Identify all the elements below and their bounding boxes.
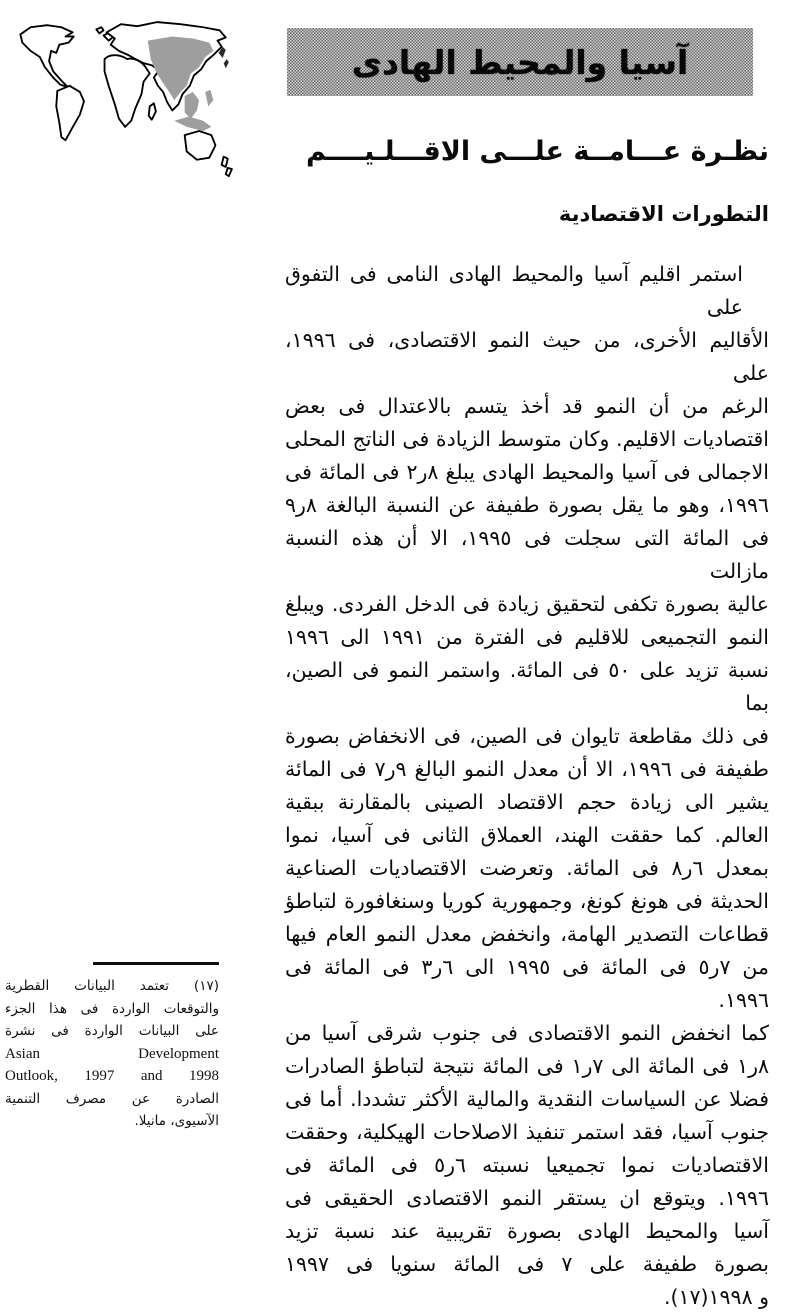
body-line: ١٩٩٦، وهو ما يقل بصورة طفيفة عن النسبة البالغة ٨ر٩ — [285, 493, 769, 517]
world-map-graphic — [8, 10, 236, 178]
body-line: النمو التجميعى للاقليم فى الفترة من ١٩٩١ الى ١٩٩٦ — [285, 625, 769, 649]
body-line: بمعدل ٦ر٨ فى المائة. وتعرضت الاقتصاديات الصناعية — [285, 856, 769, 880]
footnote-line: على البيانات الواردة فى نشرة — [5, 1023, 219, 1039]
footnote-line-citation: Asian Development — [5, 1045, 219, 1062]
japan-islands — [219, 47, 229, 69]
body-line: طفيفة فى ١٩٩٦، الا أن معدل النمو البالغ ٩ر٧ فى المائة — [285, 757, 770, 781]
body-line: بصورة طفيفة على ٧ فى المائة سنويا فى ١٩٩٧ — [285, 1252, 769, 1276]
body-line: فضلا عن السياسات النقدية والمالية الأكثر تشددا. أما فى — [285, 1087, 769, 1111]
body-line: عالية بصورة تكفى لتحقيق زيادة فى الدخل الفردى. ويبلغ — [285, 592, 769, 616]
section-heading-overview: نظـرة عـــامــة علـــى الاقـــلـيــــم — [306, 136, 769, 167]
body-line: العالم. كما حققت الهند، العملاق الثانى فى آسيا، نموا — [285, 823, 769, 847]
body-line: الأقاليم الأخرى، من حيث النمو الاقتصادى، فى ١٩٩٦، على — [285, 328, 769, 385]
footnote-separator-rule — [93, 962, 219, 965]
body-line: نسبة تزيد على ٥٠ فى المائة. واستمر النمو فى الصين، بما — [285, 658, 769, 715]
body-line: استمر اقليم آسيا والمحيط الهادى النامى فى التفوق على — [285, 262, 743, 319]
body-line: و ١٩٩٨(١٧). — [663, 1285, 769, 1309]
body-line: اقتصاديات الاقليم. وكان متوسط الزيادة فى الناتج المحلى — [285, 427, 769, 451]
subsection-heading-economic-developments: التطورات الاقتصادية — [558, 202, 769, 226]
body-line: فى المائة التى سجلت فى ١٩٩٥، الا أن هذه النسبة مازالت — [285, 526, 769, 583]
body-line: الاقتصاديات نموا تجميعيا نسبته ٦ر٥ فى المائة فى — [285, 1153, 769, 1177]
body-line: يشير الى زيادة حجم الاقتصاد الصينى بالمقارنة ببقية — [285, 790, 769, 814]
footnote-line: الآسيوى، مانيلا. — [134, 1113, 219, 1129]
body-line: فى ذلك مقاطعة تايوان فى الصين، فى الانخفاض بصورة — [285, 724, 769, 748]
chapter-title-band — [287, 28, 753, 96]
world-map-asia-pacific-icon — [8, 10, 236, 178]
footnote-line: (١٧) تعتمد البيانات القطرية — [5, 978, 219, 994]
footnote-line-citation: Outlook, 1997 and 1998 — [5, 1068, 219, 1084]
body-line: كما انخفض النمو الاقتصادى فى جنوب شرقى آسيا من — [285, 1021, 769, 1045]
chapter-title: آسيا والمحيط الهادى — [351, 42, 689, 82]
body-line: ١٩٩٦. ويتوقع ان يستقر النمو الاقتصادى الحقيقى فى — [285, 1186, 769, 1210]
body-line: الرغم من أن النمو قد أخذ يتسم بالاعتدال فى بعض — [285, 394, 769, 418]
article-body — [285, 258, 769, 1314]
body-line: من ٧ر٥ فى المائة فى ١٩٩٥ الى ٦ر٣ فى المائة فى ١٩٩٦. — [285, 955, 769, 1012]
body-line: آسيا والمحيط الهادى بصورة تقريبية عند نسبة تزيد — [285, 1219, 769, 1243]
body-line: الحديثة فى هونغ كونغ، وجمهورية كوريا وسنغافورة لتباطؤ — [285, 889, 769, 913]
body-line: قطاعات التصدير الهامة، وانخفض معدل النمو العام فيها — [285, 922, 769, 946]
body-line: ٨ر١ فى المائة الى ٧ر١ فى المائة نتيجة لتباطؤ الصادرات — [285, 1054, 769, 1078]
footnote-line: الصادرة عن مصرف التنمية — [5, 1090, 219, 1107]
footnote-line: والتوقعات الواردة فى هذا الجزء — [5, 1000, 219, 1017]
body-line: الاجمالى فى آسيا والمحيط الهادى يبلغ ٨ر٢ فى المائة فى — [285, 460, 770, 484]
body-line: جنوب آسيا، فقد استمر تنفيذ الاصلاحات الهيكلية، وحققت — [285, 1120, 769, 1144]
footnote-block — [5, 962, 219, 1133]
